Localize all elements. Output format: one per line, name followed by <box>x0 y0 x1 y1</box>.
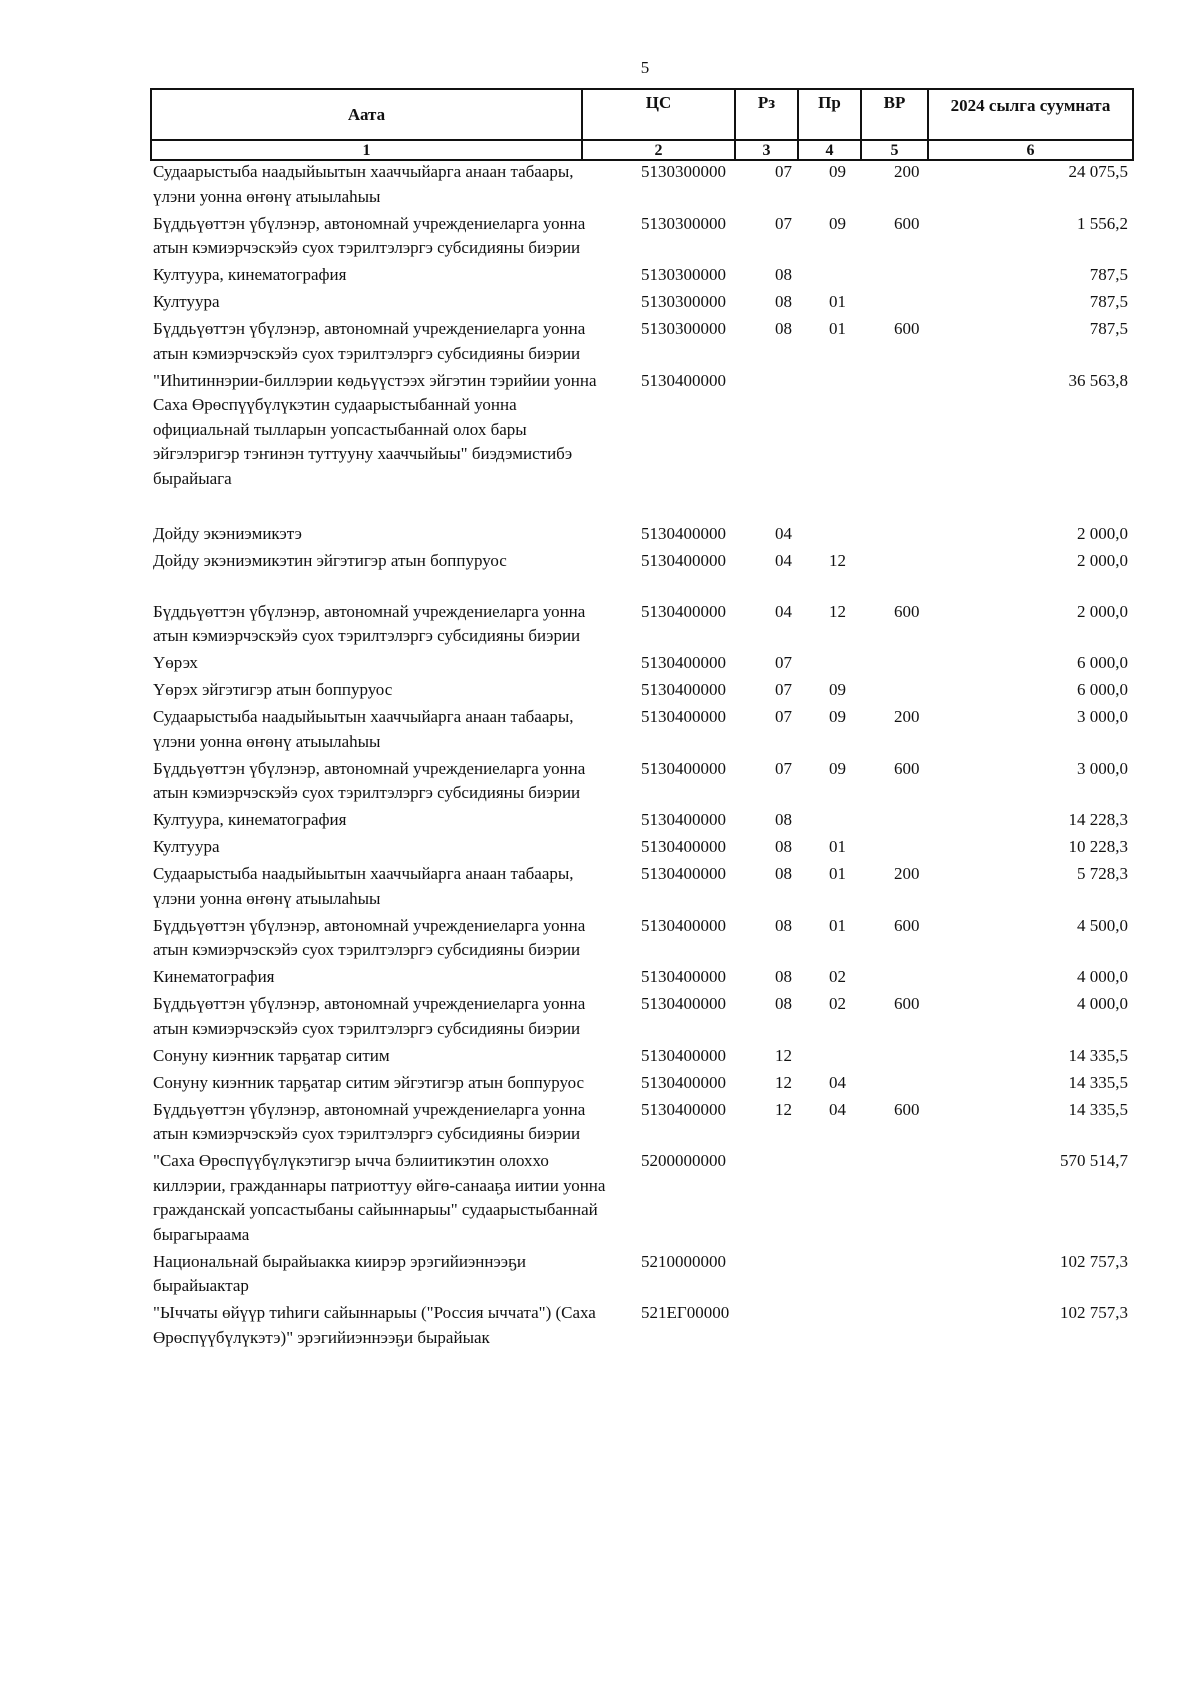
cell-vr <box>870 651 960 678</box>
cell-rz: 08 <box>775 967 792 986</box>
cell-vr <box>870 263 960 290</box>
cell-amount: 4 000,0 <box>1077 994 1128 1013</box>
cell-cs: 5130400000 <box>641 758 726 778</box>
page-number: 5 <box>640 58 650 77</box>
cell-pr: 04 <box>829 1072 846 1092</box>
cell-amount: 787,5 <box>1089 292 1128 311</box>
cell-vr: 600 <box>894 758 920 778</box>
cell-name: Бүддьүөттэн үбүлэнэр, автономнай учреждениеларга уонна атын кэмиэрчэскэйэ суох тэрилтэлэргэ субсидияны биэрии <box>153 758 586 802</box>
cell-amount: 1 556,2 <box>1077 213 1128 233</box>
cell-rz: 08 <box>775 864 792 883</box>
cell-name: Сонуну киэҥник тарҕатар ситим эйгэтигэр атын боппуруос <box>153 1072 585 1092</box>
cell-name: Култуура, кинематография <box>153 265 347 284</box>
cell-rz: 04 <box>775 523 792 543</box>
cell-cs: 5130400000 <box>641 601 726 621</box>
cell-amount: 36 563,8 <box>1068 370 1128 390</box>
cell-pr: 01 <box>829 292 846 311</box>
cell-amount: 3 000,0 <box>1077 758 1128 778</box>
cell-amount: 6 000,0 <box>1077 680 1128 699</box>
cell-vr <box>870 369 960 494</box>
cell-vr: 600 <box>894 1099 920 1119</box>
column-number-1: 1 <box>151 140 582 160</box>
cell-vr <box>870 494 960 549</box>
cell-cs: 5130400000 <box>641 994 726 1013</box>
cell-name: Сонуну киэҥник тарҕатар ситим <box>153 1045 390 1065</box>
cell-name: Бүддьүөттэн үбүлэнэр, автономнай учреждениеларга уонна атын кэмиэрчэскэйэ суох тэрилтэлэргэ субсидияны биэрии <box>153 601 586 645</box>
cell-amount: 14 335,5 <box>1068 1072 1128 1092</box>
cell-name: Судаарыстыба наадыйыытын хааччыйарга анаан табаары, үлэни уонна өҥөнү атыылаһыы <box>153 707 574 751</box>
cell-name: Бүддьүөттэн үбүлэнэр, автономнай учреждениеларга уонна атын кэмиэрчэскэйэ суох тэрилтэлэргэ субсидияны биэрии <box>153 915 586 959</box>
cell-vr <box>870 1071 960 1098</box>
cell-cs: 5130400000 <box>641 837 726 856</box>
table-row <box>150 263 1132 290</box>
cell-name: Култуура <box>153 837 220 856</box>
cell-amount: 2 000,0 <box>1077 550 1128 570</box>
cell-cs: 5130400000 <box>641 915 726 935</box>
table-row <box>150 651 1132 678</box>
cell-amount: 5 728,3 <box>1077 864 1128 883</box>
cell-rz <box>746 1250 806 1302</box>
cell-vr <box>870 808 960 835</box>
cell-cs: 5130300000 <box>641 265 726 284</box>
column-number-6: 6 <box>928 140 1133 160</box>
cell-pr <box>806 1250 870 1302</box>
table-row <box>150 757 1132 809</box>
cell-name: Култуура, кинематография <box>153 810 347 829</box>
table-row <box>150 862 1132 914</box>
column-number-5: 5 <box>861 140 928 160</box>
table-row <box>150 808 1132 835</box>
cell-amount: 14 335,5 <box>1068 1099 1128 1119</box>
column-number-4: 4 <box>798 140 861 160</box>
cell-cs: 5130400000 <box>641 1072 726 1092</box>
cell-vr: 200 <box>894 162 920 181</box>
cell-pr: 01 <box>829 837 846 856</box>
cell-rz <box>746 1301 806 1353</box>
cell-pr <box>806 1044 870 1071</box>
cell-amount: 4 000,0 <box>1077 967 1128 986</box>
cell-cs: 5130400000 <box>641 967 726 986</box>
cell-vr: 600 <box>894 319 920 338</box>
table-row <box>150 965 1132 992</box>
cell-pr: 12 <box>829 550 846 570</box>
cell-vr <box>870 1044 960 1071</box>
cell-name: Национальнай бырайыакка киирэр эрэгийиэннээҕи бырайыактар <box>153 1251 526 1295</box>
cell-cs: 5130400000 <box>641 810 726 829</box>
cell-rz <box>746 1149 806 1250</box>
cell-name: Бүддьүөттэн үбүлэнэр, автономнай учреждениеларга уонна атын кэмиэрчэскэйэ суох тэрилтэлэргэ субсидияны биэрии <box>153 1099 586 1143</box>
cell-amount: 4 500,0 <box>1077 915 1128 935</box>
cell-amount: 787,5 <box>1089 265 1128 284</box>
cell-pr <box>806 263 870 290</box>
cell-rz: 07 <box>775 680 792 699</box>
cell-name: "Иһитиннэрии-биллэрии көдьүүстээх эйгэтин тэрийии уонна Саха Өрөспүүбүлүкэтин судаарыстыбаннай уонна официальнай тылларын уопсастыбаннай олох бары эйгэлэригэр тэҥинэн туттууну хааччыйыы" биэдэмистибэ бырайыага <box>153 370 597 488</box>
cell-cs: 5130400000 <box>641 370 726 390</box>
cell-amount: 10 228,3 <box>1068 837 1128 856</box>
column-number-2: 2 <box>582 140 735 160</box>
cell-amount: 102 757,3 <box>1060 1251 1128 1271</box>
table-row <box>150 835 1132 862</box>
cell-amount: 6 000,0 <box>1077 653 1128 672</box>
cell-vr <box>870 1250 960 1302</box>
table-row <box>150 1071 1132 1098</box>
table-row <box>150 160 1132 212</box>
cell-rz: 07 <box>775 758 792 778</box>
column-header-pr: Пр <box>798 89 861 140</box>
cell-rz: 12 <box>775 1072 792 1092</box>
column-header-cs: ЦС <box>582 89 735 140</box>
table-row <box>150 1301 1132 1353</box>
cell-name: Үөрэх эйгэтигэр атын боппуруос <box>153 680 393 699</box>
cell-name: "Саха Өрөспүүбүлүкэтигэр ычча бэлиитикэтин олоххо киллэрии, гражданнары патриоттуу өйгө-санааҕа иитии уонна гражданскай уопсастыбаны сайыннарыы" судаарыстыбаннай бырагыраама <box>153 1151 606 1244</box>
cell-rz: 08 <box>775 994 792 1013</box>
cell-name: Кинематография <box>153 967 275 986</box>
cell-pr: 01 <box>829 864 846 883</box>
cell-amount: 14 228,3 <box>1068 810 1128 829</box>
cell-rz: 08 <box>775 265 792 284</box>
cell-cs: 5130400000 <box>641 523 726 543</box>
cell-amount: 570 514,7 <box>1060 1151 1128 1170</box>
cell-pr: 02 <box>829 994 846 1013</box>
cell-pr: 01 <box>829 915 846 935</box>
cell-vr <box>870 1301 960 1353</box>
cell-amount: 2 000,0 <box>1077 601 1128 621</box>
cell-cs: 5130400000 <box>641 1099 726 1119</box>
table-row <box>150 1149 1132 1250</box>
table-row <box>150 678 1132 705</box>
cell-vr <box>870 965 960 992</box>
cell-vr <box>870 549 960 576</box>
table-row <box>150 705 1132 757</box>
cell-pr: 09 <box>829 758 846 778</box>
cell-pr <box>806 369 870 494</box>
cell-cs: 5210000000 <box>641 1251 726 1271</box>
cell-rz: 04 <box>775 601 792 621</box>
column-number-3: 3 <box>735 140 798 160</box>
column-header-rz: Рз <box>735 89 798 140</box>
cell-rz: 04 <box>775 550 792 570</box>
column-header-vr: ВР <box>861 89 928 140</box>
cell-vr: 200 <box>894 864 920 883</box>
cell-name: Судаарыстыба наадыйыытын хааччыйарга анаан табаары, үлэни уонна өҥөнү атыылаһыы <box>153 162 574 206</box>
cell-name: "Ыччаты өйүүр тиһиги сайыннарыы ("Россия ыччата") (Саха Өрөспүүбүлүкэтэ)" эрэгийиэннээҕи бырайыак <box>153 1303 596 1347</box>
cell-amount: 102 757,3 <box>1060 1303 1128 1322</box>
cell-pr <box>806 1301 870 1353</box>
cell-pr <box>806 494 870 549</box>
cell-amount: 787,5 <box>1089 319 1128 338</box>
cell-pr <box>806 651 870 678</box>
table-row <box>150 212 1132 264</box>
table-row <box>150 914 1132 966</box>
table-row <box>150 317 1132 369</box>
table-row <box>150 549 1132 576</box>
cell-cs: 5130400000 <box>641 707 726 726</box>
cell-cs: 5130400000 <box>641 1045 726 1065</box>
cell-name: Үөрэх <box>153 653 198 672</box>
cell-amount: 2 000,0 <box>1077 523 1128 543</box>
budget-table <box>150 160 1132 1353</box>
table-row <box>150 576 1132 652</box>
cell-name: Бүддьүөттэн үбүлэнэр, автономнай учреждениеларга уонна атын кэмиэрчэскэйэ суох тэрилтэлэргэ субсидияны биэрии <box>153 319 586 363</box>
table-row <box>150 494 1132 549</box>
cell-vr: 600 <box>894 601 920 621</box>
table-row <box>150 1250 1132 1302</box>
cell-amount: 3 000,0 <box>1077 707 1128 726</box>
table-row <box>150 290 1132 317</box>
cell-vr: 600 <box>894 994 920 1013</box>
cell-vr <box>870 1149 960 1250</box>
cell-cs: 5130300000 <box>641 162 726 181</box>
cell-cs: 5130300000 <box>641 319 726 338</box>
cell-pr: 09 <box>829 213 846 233</box>
table-row <box>150 369 1132 494</box>
cell-name: Бүддьүөттэн үбүлэнэр, автономнай учреждениеларга уонна атын кэмиэрчэскэйэ суох тэрилтэлэргэ субсидияны биэрии <box>153 994 586 1038</box>
cell-cs: 5130300000 <box>641 213 726 233</box>
cell-vr: 200 <box>894 707 920 726</box>
table-header <box>150 88 1134 161</box>
cell-name: Бүддьүөттэн үбүлэнэр, автономнай учреждениеларга уонна атын кэмиэрчэскэйэ суох тэрилтэлэргэ субсидияны биэрии <box>153 213 586 257</box>
cell-amount: 14 335,5 <box>1068 1045 1128 1065</box>
cell-cs: 5130400000 <box>641 653 726 672</box>
column-header-amount-text: 2024 сылга суумната <box>950 96 1111 115</box>
cell-vr <box>870 835 960 862</box>
cell-rz: 12 <box>775 1045 792 1065</box>
cell-rz: 12 <box>775 1099 792 1119</box>
cell-name: Судаарыстыба наадыйыытын хааччыйарга анаан табаары, үлэни уонна өҥөнү атыылаһыы <box>153 864 574 908</box>
cell-rz <box>746 369 806 494</box>
cell-pr: 04 <box>829 1099 846 1119</box>
cell-rz: 08 <box>775 837 792 856</box>
cell-name: Дойду экэниэмикэтэ <box>153 523 302 543</box>
table-row <box>150 1098 1132 1150</box>
cell-name: Дойду экэниэмикэтин эйгэтигэр атын боппуруос <box>153 550 507 570</box>
cell-vr: 600 <box>894 213 920 233</box>
cell-pr: 12 <box>829 601 846 621</box>
cell-rz: 07 <box>775 213 792 233</box>
cell-rz: 08 <box>775 810 792 829</box>
cell-cs: 5130300000 <box>641 292 726 311</box>
cell-vr <box>870 678 960 705</box>
cell-rz: 08 <box>775 915 792 935</box>
cell-cs: 5200000000 <box>641 1151 726 1170</box>
cell-vr <box>870 290 960 317</box>
cell-pr: 09 <box>829 680 846 699</box>
cell-cs: 5130400000 <box>641 680 726 699</box>
cell-cs: 5130400000 <box>641 864 726 883</box>
cell-cs: 5130400000 <box>641 550 726 570</box>
cell-rz: 07 <box>775 653 792 672</box>
cell-name: Култуура <box>153 292 220 311</box>
cell-rz: 08 <box>775 292 792 311</box>
cell-pr: 09 <box>829 162 846 181</box>
cell-cs: 521ЕГ00000 <box>641 1303 730 1322</box>
cell-pr: 02 <box>829 967 846 986</box>
cell-pr: 09 <box>829 707 846 726</box>
column-header-name: Аата <box>151 89 582 140</box>
cell-rz: 07 <box>775 707 792 726</box>
cell-vr: 600 <box>894 915 920 935</box>
cell-amount: 24 075,5 <box>1068 162 1128 181</box>
cell-pr <box>806 1149 870 1250</box>
table-row <box>150 992 1132 1044</box>
column-header-amount <box>928 89 1133 140</box>
cell-pr: 01 <box>829 319 846 338</box>
cell-pr <box>806 808 870 835</box>
cell-rz: 07 <box>775 162 792 181</box>
cell-rz: 08 <box>775 319 792 338</box>
table-row <box>150 1044 1132 1071</box>
